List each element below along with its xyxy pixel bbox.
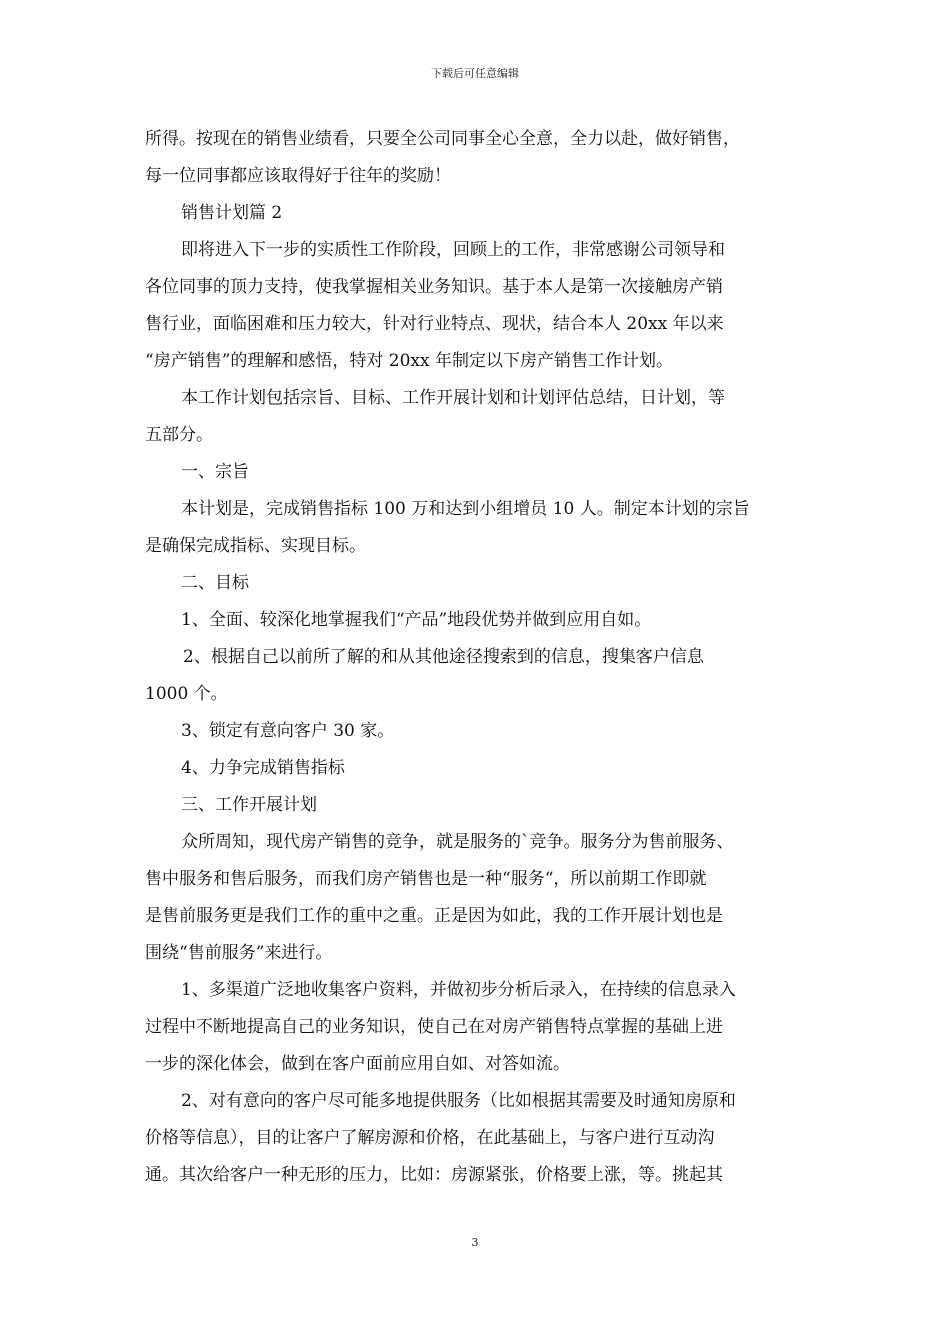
text-line: 每一位同事都应该取得好于往年的奖励！ <box>145 166 451 186</box>
text-line: 2、对有意向的客户尽可能多地提供服务（比如根据其需要及时通知房原和 <box>181 1091 736 1111</box>
goal-item <box>145 750 810 787</box>
paragraph-purpose <box>145 491 810 565</box>
text-line: 五部分。 <box>145 425 213 445</box>
paragraph-continuation <box>145 121 810 195</box>
text-line: 1、多渠道广泛地收集客户资料，并做初步分析后录入，在持续的信息录入 <box>181 980 736 1000</box>
text-line: 1000 个。 <box>145 684 228 704</box>
text-line: 即将进入下一步的实质性工作阶段，回顾上的工作，非常感谢公司领导和 <box>181 240 725 260</box>
document-body <box>145 121 810 1194</box>
text-line: 三、工作开展计划 <box>181 795 317 815</box>
text-line: 售中服务和售后服务，而我们房产销售也是一种“服务“，所以前期工作即就 <box>145 869 707 889</box>
goal-item <box>145 602 810 639</box>
heading-work-plan <box>145 787 810 824</box>
text-line: 4、力争完成销售指标 <box>181 758 345 778</box>
text-line: “房产销售”的理解和感悟，特对 20xx 年制定以下房产销售工作计划。 <box>145 351 673 371</box>
heading-goals <box>145 565 810 602</box>
paragraph-scope <box>145 380 810 454</box>
text-line: 3、锁定有意向客户 30 家。 <box>181 721 395 741</box>
text-line: 各位同事的顶力支持，使我掌握相关业务知识。基于本人是第一次接触房产销 <box>145 277 723 297</box>
text-line: 围绕“售前服务”来进行。 <box>145 943 333 963</box>
plan-item <box>145 1083 810 1194</box>
text-line: 2、根据自己以前所了解的和从其他途径搜索到的信息，搜集客户信息 <box>183 647 704 667</box>
text-line: 价格等信息），目的让客户了解房源和价格，在此基础上，与客户进行互动沟 <box>145 1128 715 1148</box>
text-line: 1、全面、较深化地掌握我们“产品”地段优势并做到应用自如。 <box>181 610 652 630</box>
text-line: 销售计划篇 2 <box>181 203 283 223</box>
text-line: 是售前服务更是我们工作的重中之重。正是因为如此，我的工作开展计划也是 <box>145 906 723 926</box>
text-line: 过程中不断地提高自己的业务知识，使自己在对房产销售特点掌握的基础上进 <box>145 1017 723 1037</box>
section-title <box>145 195 810 232</box>
text-line: 二、目标 <box>181 573 249 593</box>
page-number: 3 <box>471 1236 479 1249</box>
goal-item <box>145 713 810 750</box>
goal-item <box>145 639 810 713</box>
paragraph-work-plan <box>145 824 810 972</box>
text-line: 一、宗旨 <box>181 462 249 482</box>
text-line: 本计划是，完成销售指标 100 万和达到小组增员 10 人。制定本计划的宗旨 <box>181 499 750 519</box>
heading-purpose <box>145 454 810 491</box>
text-line: 通。其次给客户一种无形的压力，比如：房源紧张，价格要上涨，等。挑起其 <box>145 1165 723 1185</box>
paragraph-intro <box>145 232 810 380</box>
text-line: 众所周知，现代房产销售的竞争，就是服务的`竞争。服务分为售前服务、 <box>181 832 734 852</box>
page-header: 下载后可任意编辑 <box>431 67 519 80</box>
text-line: 一步的深化体会，做到在客户面前应用自如、对答如流。 <box>145 1054 570 1074</box>
plan-item <box>145 972 810 1083</box>
text-line: 本工作计划包括宗旨、目标、工作开展计划和计划评估总结，日计划，等 <box>181 388 725 408</box>
text-line: 是确保完成指标、实现目标。 <box>145 536 366 556</box>
text-line: 售行业，面临困难和压力较大，针对行业特点、现状，结合本人 20xx 年以来 <box>145 314 724 334</box>
text-line: 所得。按现在的销售业绩看，只要全公司同事全心全意，全力以赴，做好销售， <box>145 129 740 149</box>
